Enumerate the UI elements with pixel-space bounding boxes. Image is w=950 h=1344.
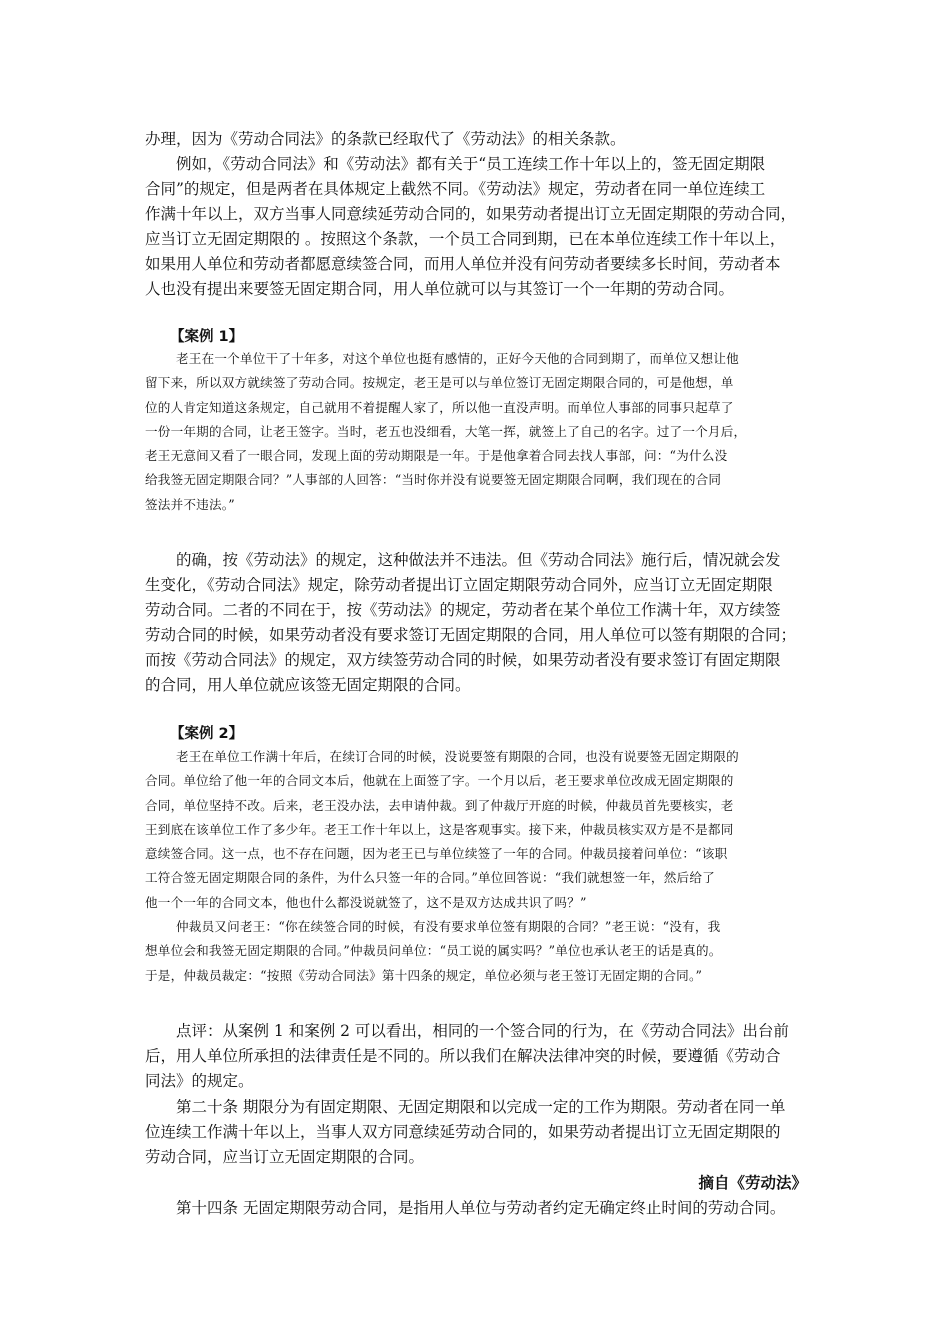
intro-line: 合同”的规定，但是两者在具体规定上截然不同。《劳动法》规定，劳动者在同一单位连续工 [145, 180, 766, 198]
intro-line: 人也没有提出来要签无固定期合同，用人单位就可以与其签订一个一年期的劳动合同。 [145, 280, 735, 298]
case2-line: 他一个一年的合同文本，他也什么都没说就签了，这不是双方达成共识了吗？” [145, 894, 587, 910]
analysis-line: 劳动合同。二者的不同在于，按《劳动法》的规定，劳动者在某个单位工作满十年，双方续签 [145, 601, 781, 619]
intro-line: 如果用人单位和劳动者都愿意续签合同，而用人单位并没有问劳动者要续多长时间，劳动者本 [145, 255, 781, 273]
case1-line: 签法并不违法。” [145, 496, 235, 512]
case2-section [145, 745, 807, 988]
case2-line: 王到底在该单位工作了多少年。老王工作十年以上，这是客观事实。接下来，仲裁员核实双方是不是都同 [145, 821, 734, 837]
case2-line: 合同，单位坚持不改。后来，老王没办法，去申请仲裁。到了仲裁厅开庭的时候，仲裁员首先要核实，老 [145, 797, 734, 813]
case2-line: 老王在单位工作满十年后，在续订合同的时候，没说要签有期限的合同，也没有说要签无固定期限的 [176, 749, 739, 764]
case1-title: 【案例 1】 [170, 329, 244, 345]
article14-section [145, 1196, 807, 1221]
case1-line: 位的人肯定知道这条规定，自己就用不着提醒人家了，所以他一直没声明。而单位人事部的同事只起草了 [145, 399, 734, 415]
case2-line: 想单位会和我签无固定期限的合同。”仲裁员问单位：“员工说的属实吗？”单位也承认老王的话是真的。 [145, 943, 722, 959]
intro-line: 办理，因为《劳动合同法》的条款已经取代了《劳动法》的相关条款。 [145, 130, 626, 148]
case2-line: 合同。单位给了他一年的合同文本后，他就在上面签了字。一个月以后，老王要求单位改成无固定期限的 [145, 773, 734, 789]
case2-title: 【案例 2】 [170, 726, 244, 742]
article14-line: 第十四条 无固定期限劳动合同，是指用人单位与劳动者约定无确定终止时间的劳动合同。 [176, 1199, 786, 1217]
analysis-line: 的确，按《劳动法》的规定，这种做法并不违法。但《劳动合同法》施行后，情况就会发 [176, 551, 781, 569]
intro-section [145, 127, 807, 302]
case1-line: 一份一年期的合同，让老王签字。当时，老五也没细看，大笔一挥，就签上了自己的名字。过了一个月后， [145, 423, 747, 439]
case1-line: 留下来，所以双方就续签了劳动合同。按规定，老王是可以与单位签订无固定期限合同的，可是他想，单 [145, 375, 734, 391]
case2-line: 仲裁员又问老王：“你在续签合同的时候，有没有要求单位签有期限的合同？”老王说：“没有，我 [176, 919, 721, 935]
article20-line: 劳动合同，应当订立无固定期限的合同。 [145, 1148, 425, 1166]
analysis-section [145, 548, 807, 698]
article20-line: 位连续工作满十年以上，当事人双方同意续延劳动合同的，如果劳动者提出订立无固定期限的 [145, 1123, 781, 1141]
intro-line: 例如，《劳动合同法》和《劳动法》都有关于“员工连续工作十年以上的，签无固定期限 [176, 155, 766, 173]
comment-section [145, 1019, 807, 1094]
analysis-line: 生变化，《劳动合同法》规定，除劳动者提出订立固定期限劳动合同外，应当订立无固定期限 [145, 576, 773, 594]
case1-line: 老王在一个单位干了十年多，对这个单位也挺有感情的，正好今天他的合同到期了，而单位又想让他 [176, 351, 739, 366]
comment-line: 后，用人单位所承担的法律责任是不同的。所以我们在解决法律冲突的时候，要遵循《劳动合 [145, 1047, 781, 1065]
article20-section [145, 1095, 807, 1170]
analysis-line: 劳动合同的时候，如果劳动者没有要求签订无固定期限的合同，用人单位可以签有期限的合同； [145, 626, 797, 644]
analysis-line: 而按《劳动合同法》的规定，双方续签劳动合同的时候，如果劳动者没有要求签订有固定期限 [145, 651, 781, 669]
intro-line: 作满十年以上，双方当事人同意续延劳动合同的，如果劳动者提出订立无固定期限的劳动合同， [145, 205, 797, 223]
analysis-line: 的合同，用人单位就应该签无固定期限的合同。 [145, 676, 471, 694]
comment-line: 同法》的规定。 [145, 1072, 254, 1090]
case1-line: 老王无意间又看了一眼合同，发现上面的劳动期限是一年。于是他拿着合同去找人事部，问：“为什么没 [145, 448, 728, 464]
comment-line: 点评：从案例 1 和案例 2 可以看出，相同的一个签合同的行为，在《劳动合同法》出台前 [176, 1022, 789, 1040]
case1-line: 给我签无固定期限合同？”人事部的人回答：“当时你并没有说要签无固定期限合同啊，我们现在的合同 [145, 472, 722, 488]
case2-line: 意续签合同。这一点，也不存在问题，因为老王已与单位续签了一年的合同。仲裁员接着问单位：“该职 [145, 846, 728, 862]
intro-line: 应当订立无固定期限的 。按照这个条款，一个员工合同到期，已在本单位连续工作十年以上， [145, 230, 786, 248]
article20-line: 第二十条 期限分为有固定期限、无固定期限和以完成一定的工作为期限。劳动者在同一单 [176, 1098, 786, 1116]
source-attribution: 摘自《劳动法》 [698, 1174, 807, 1192]
case2-line: 工符合签无固定期限合同的条件，为什么只签一年的合同。”单位回答说：“我们就想签一年，然后给了 [145, 870, 715, 886]
case1-section [145, 347, 807, 517]
case2-line: 于是，仲裁员裁定：“按照《劳动合同法》第十四条的规定，单位必须与老王签订无固定期的合同。” [145, 967, 703, 983]
